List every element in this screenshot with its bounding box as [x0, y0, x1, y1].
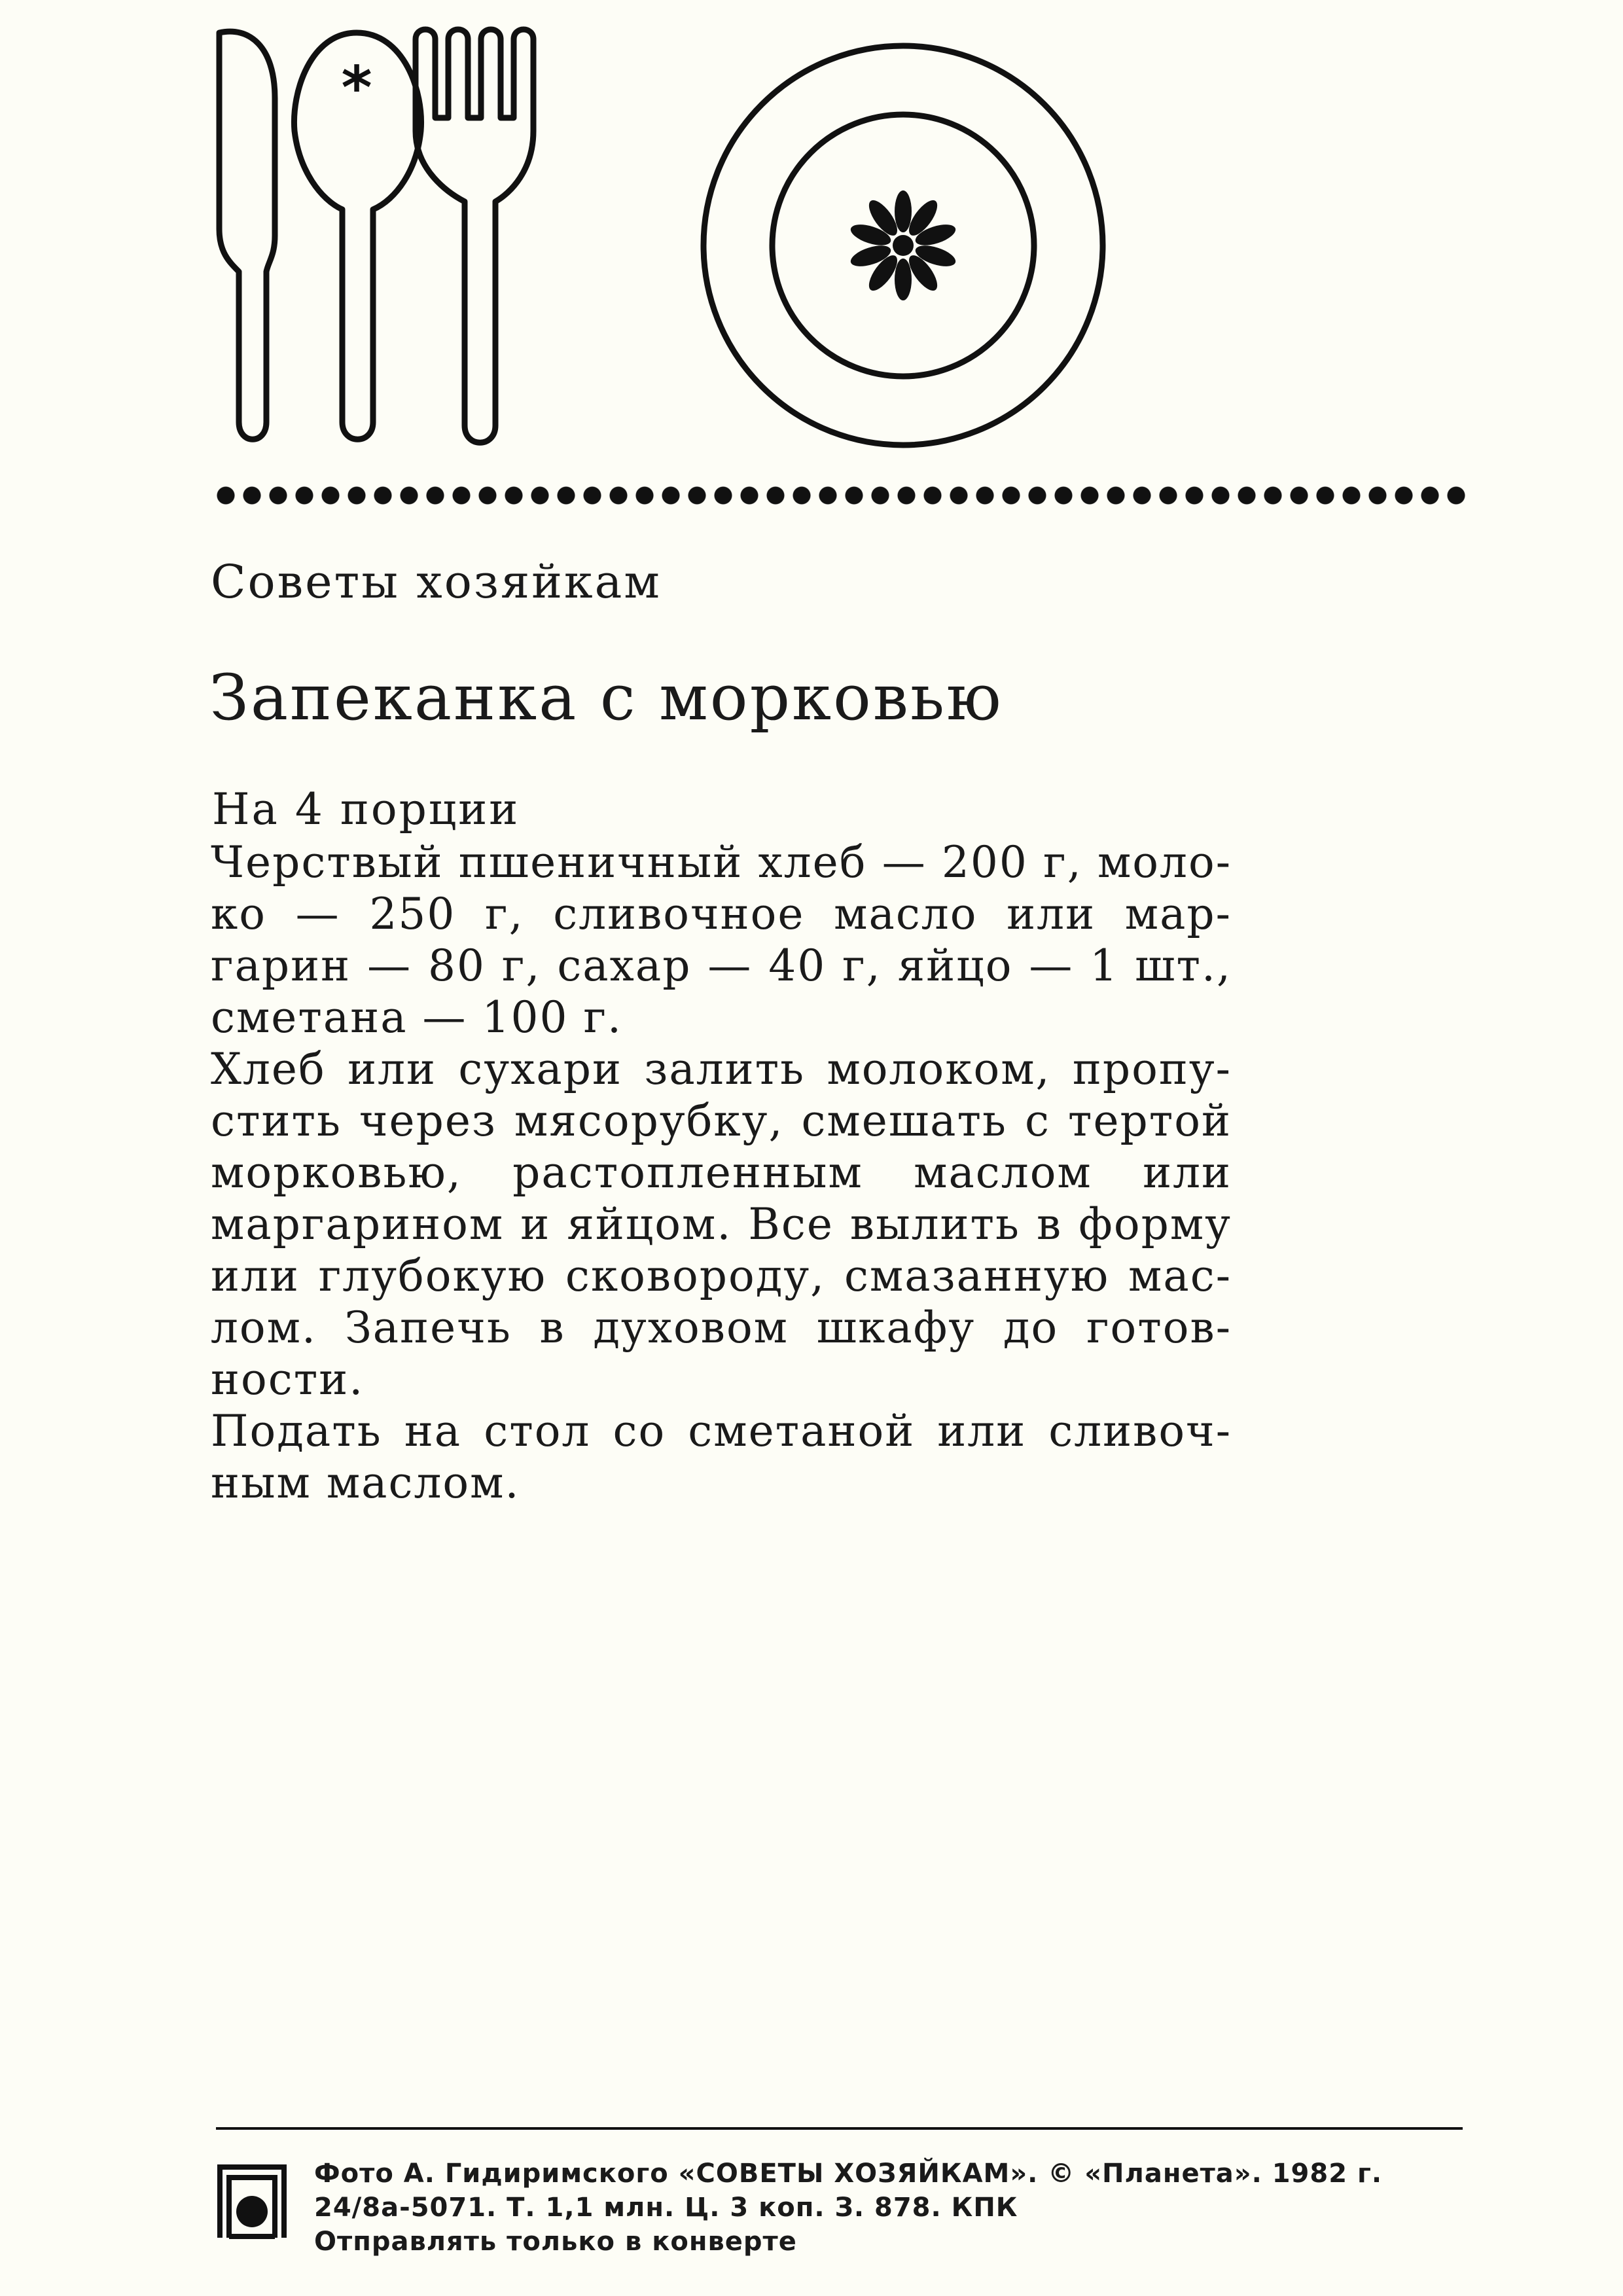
imprint-line: 24/8а-5071. Т. 1,1 млн. Ц. 3 коп. З. 878. КПК — [314, 2193, 1018, 2223]
imprint-line: Фото А. Гидиримского «СОВЕТЫ ХОЗЯЙКАМ». © «Планета». 1982 г. — [314, 2159, 1383, 2189]
imprint-line: Отправлять только в конверте — [314, 2227, 797, 2257]
dotted-divider — [213, 482, 1469, 509]
cutlery-and-plate-icon — [213, 20, 1293, 465]
series-title: Советы хозяйкам — [211, 555, 662, 609]
recipe-title: Запеканка с морковью — [209, 661, 1003, 734]
serving-line: ным маслом. — [211, 1458, 520, 1508]
method-line: ности. — [211, 1354, 365, 1405]
ingredients-line: ко — 250 г, сливочное масло или мар- — [211, 889, 1232, 939]
planeta-logo-icon — [216, 2163, 288, 2242]
ingredients-line: гарин — 80 г, сахар — 40 г, яйцо — 1 шт., — [211, 941, 1232, 991]
method-line: Хлеб или сухари залить молоком, пропу- — [211, 1044, 1232, 1094]
ingredients-line: сметана — 100 г. — [211, 992, 623, 1043]
method-line: лом. Запечь в духовом шкафу до готов- — [211, 1302, 1232, 1353]
svg-text:*: * — [341, 54, 372, 122]
portions-text: На 4 порции — [212, 784, 520, 834]
method-line: стить через мясорубку, смешать с тертой — [211, 1096, 1232, 1146]
ingredients-line: Черствый пшеничный хлеб — 200 г, моло- — [211, 837, 1232, 888]
footer-divider — [216, 2127, 1463, 2130]
serving-line: Подать на стол со сметаной или сливоч- — [211, 1406, 1232, 1456]
recipe-body — [211, 836, 1232, 1509]
method-line: маргарином и яйцом. Все вылить в форму — [211, 1199, 1232, 1249]
method-line: или глубокую сковороду, смазанную мас- — [211, 1251, 1232, 1301]
imprint-block — [314, 2157, 1466, 2259]
method-line: морковью, растопленным маслом или — [211, 1147, 1232, 1198]
